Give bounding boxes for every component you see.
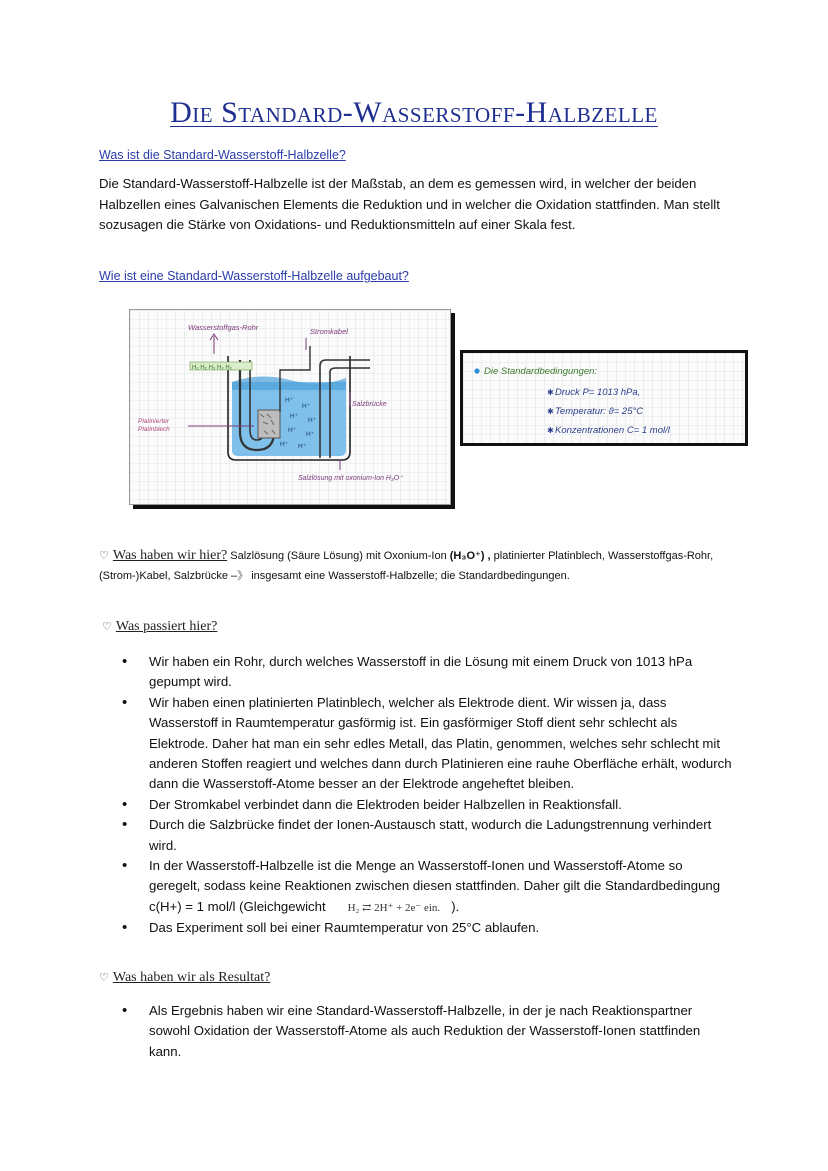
hier-ion: (H₃O⁺) , [449,550,491,562]
ion-label: H⁺ [298,443,307,450]
list-item: • Durch die Salzbrücke findet der Ionen-Austausch statt, wodurch die Ladungstrennung verhindert wird. [120,815,732,856]
hier-text-a: Salzlösung (Säure Lösung) mit Oxonium-Ion [230,550,450,562]
condition-druck: Druck P= 1013 hPa, [555,387,641,398]
list-item: • Wir haben ein Rohr, durch welches Wasserstoff in die Lösung mit einem Druck von 1013 hPa gepumpt wird. [120,652,732,693]
label-platin: Platinierter Platinblech [138,418,170,433]
label-loesung: Salzlösung mit oxonium-Ion H₃O⁺ [298,475,403,482]
halbzelle-diagram [129,309,451,505]
bullet-dot-icon [474,368,479,373]
star-icon: ✱ [547,426,554,435]
condition-temperatur: Temperatur: ϑ= 25°C [555,406,644,417]
heart-icon: ♡ [99,550,109,562]
ion-label: H⁺ [308,417,317,424]
list-item [120,856,732,918]
label-salzbruecke: Salzbrücke [352,401,387,408]
bullet5-end: ). [451,898,460,914]
hier-text-b: platinierter Platinblech, Wasserstoffgas-Rohr, (Strom-)Kabel, Salzbrücke –》 insgesamt eine Wasserstoff-Halbzelle; die Standardbedingungen. [99,550,714,582]
resultat-question: Was haben wir als Resultat? [112,970,271,985]
condition-konzentration: Konzentrationen C= 1 mol/l [555,425,670,436]
fig2-title: Die Standardbedingungen: [484,366,598,377]
bullet5-text: In der Wasserstoff-Halbzelle ist die Menge an Wasserstoff-Ionen und Wasserstoff-Atome so geregelt, sodass keine Reaktionen zwischen diesen stattfinden. Daher gilt die Standardbedingung c(H+) = 1 mol/l (Gleichgewicht [149,858,721,914]
heart-icon: ♡ [99,972,109,984]
h2-label: H₂ H₂ H₂ H₂ H₂ [192,365,232,371]
definition-paragraph: Die Standard-Wasserstoff-Halbzelle ist der Maßstab, an dem es gemessen wird, in welcher der beiden Halbzellen eines Galvanischen Elements die Reduktion und in welcher die Oxidation stattfinden. Man stellt sozusagen die Stärke von Oxidations- und Reduktionsmitteln auf einer Skala fest. [99,176,720,232]
label-rohr: Wasserstoffgas-Rohr [188,323,259,332]
ion-label: H⁺ [285,397,294,404]
resultat-list [120,1001,732,1062]
resultat-heading [99,970,270,986]
standardbedingungen-box [460,350,748,446]
page-title: Die Standard-Wasserstoff-Halbzelle [170,96,658,129]
list-item: • Das Experiment soll bei einer Raumtemperatur von 25°C ablaufen. [120,918,732,938]
passiert-question: Was passiert hier? [115,619,218,634]
heart-icon: ♡ [102,621,112,633]
star-icon: ✱ [547,407,554,416]
ion-label: H⁺ [302,403,311,410]
passiert-list [120,652,732,939]
question-heading-structure: Wie ist eine Standard-Wasserstoff-Halbzelle aufgebaut? [99,269,409,283]
ion-label: H⁺ [280,441,289,448]
list-item: • Der Stromkabel verbindet dann die Elektroden beider Halbzellen in Reaktionsfall. [120,795,732,815]
hier-paragraph [99,546,739,586]
ion-label: H⁺ [306,431,315,438]
equilibrium-equation: H₂ ⇄ 2H⁺ + 2e⁻ ein. [347,901,441,914]
ion-label: H⁺ [288,427,297,434]
hier-question: Was haben wir hier? [112,548,228,563]
question-heading-what: Was ist die Standard-Wasserstoff-Halbzelle? [99,148,346,162]
star-icon: ✱ [547,388,554,397]
list-item: • Wir haben einen platinierten Platinblech, welcher als Elektrode dient. Wir wissen ja, dass Wasserstoff in Raumtemperatur gasförmig ist. Ein gasförmiger Stoff dient sehr schlecht als Elektrode. Daher hat man ein sehr edles Metall, das Platin, genommen, welches sehr schlecht mit anderen Stoffen reagiert und welches dann durch Platinieren eine rauhe Oberfläche erhält, wodurch dann die Wasserstoff-Atome besser an der Elektrode angeheftet bleiben. [120,693,732,795]
passiert-heading [102,619,217,635]
label-kabel: Stromkabel [310,327,348,336]
list-item: • Als Ergebnis haben wir eine Standard-Wasserstoff-Halbzelle, in der je nach Reaktionspartner sowohl Oxidation der Wasserstoff-Atome als auch Reduktion der Wasserstoff-Ionen stattfinden kann. [120,1001,732,1062]
ion-label: H⁺ [290,413,299,420]
